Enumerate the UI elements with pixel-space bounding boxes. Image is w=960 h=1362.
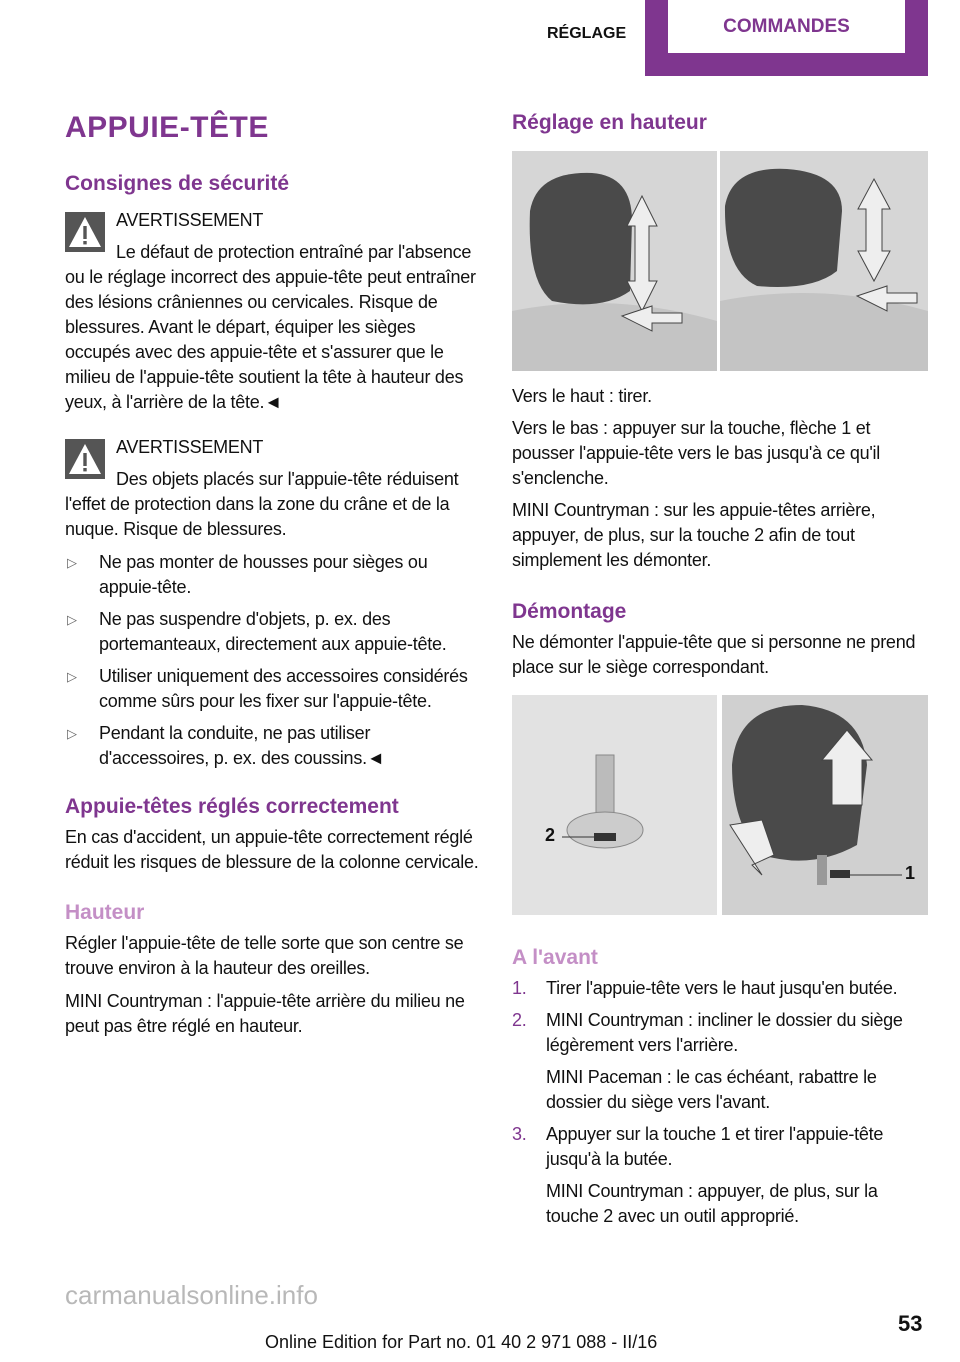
headrest-removal-illustration [512,695,928,915]
list-item [65,550,481,600]
safety-heading: Consignes de sécurité [65,172,290,195]
page-number: 53 [898,1311,923,1336]
adjust-text-3: MINI Countryman : sur les appuie-têtes arrière, appuyer, de plus, sur la touche 2 afin de tout simplement les démonter. [512,500,876,570]
warning-text: Des objets placés sur l'appuie-tête réduisent l'effet de protection dans la zone du crâne et de la nuque. Risque de blessures. [65,469,459,539]
list-item [512,1122,928,1172]
step-number: 3. [512,1124,527,1144]
header-section: RÉGLAGE [547,25,627,42]
callout-1: 1 [905,863,916,883]
step-note: MINI Countryman : appuyer, de plus, sur la touche 2 avec un outil approprié. [546,1181,878,1226]
step-text: MINI Countryman : incliner le dossier du siège légèrement vers l'arrière. [546,1010,903,1055]
warning-triangle-icon [65,212,105,252]
list-item [65,721,481,771]
triangle-bullet-icon: ▷ [67,726,77,741]
correct-heading: Appuie-têtes réglés correctement [65,795,399,818]
headrest-height-illustration [512,151,928,371]
height-text-1: Régler l'appuie-tête de telle sorte que son centre se trouve environ à la hauteur des oreilles. [65,933,464,978]
height-text-2: MINI Countryman : l'appuie-tête arrière du milieu ne peut pas être réglé en hauteur. [65,991,465,1036]
list-item [512,1008,928,1058]
warning-text: Le défaut de protection entraîné par l'absence ou le réglage incorrect des appuie-tête peut entraîner des lésions crâniennes ou cervicales. Risque de blessures. Avant le départ, équiper les sièges occupés avec des appuie-tête et s'assurer que le milieu de l'appuie-tête soutient la tête à hauteur des yeux, à l'arrière de la tête.◄ [65,242,476,412]
footer-edition: Online Edition for Part no. 01 40 2 971 088 - II/16 [265,1332,658,1352]
watermark: carmanualsonline.info [65,1280,318,1310]
correct-text: En cas d'accident, un appuie-tête correctement réglé réduit les risques de blessure de la colonne cervicale. [65,827,479,872]
triangle-bullet-icon: ▷ [67,555,77,570]
triangle-bullet-icon: ▷ [67,612,77,627]
list-item-text: Ne pas monter de housses pour sièges ou appuie-tête. [99,552,428,597]
list-item-note [512,1179,928,1229]
step-number: 1. [512,978,527,998]
step-text: Tirer l'appuie-tête vers le haut jusqu'en butée. [546,978,898,998]
warning-label: AVERTISSEMENT [116,210,264,230]
warning-label: AVERTISSEMENT [116,437,264,457]
steps-list [512,976,928,1229]
list-item-text: Utiliser uniquement des accessoires considérés comme sûrs pour les fixer sur l'appuie-tête. [99,666,468,711]
warning-triangle-icon [65,439,105,479]
step-note: MINI Paceman : le cas échéant, rabattre le dossier du siège vers l'avant. [546,1067,877,1112]
left-column [65,110,481,1039]
warning-1 [65,208,481,415]
removal-heading: Démontage [512,600,627,623]
right-column [512,109,928,1229]
list-item [65,607,481,657]
chapter-tab [645,0,928,76]
callout-2: 2 [545,825,556,845]
adjust-heading: Réglage en hauteur [512,111,707,134]
triangle-bullet-icon: ▷ [67,669,77,684]
list-item-note [512,1065,928,1115]
list-item-text: Ne pas suspendre d'objets, p. ex. des portemanteaux, directement aux appuie-tête. [99,609,447,654]
step-text: Appuyer sur la touche 1 et tirer l'appuie-tête jusqu'à la butée. [546,1124,884,1169]
adjust-text-1: Vers le haut : tirer. [512,386,652,406]
height-heading: Hauteur [65,901,145,924]
list-item [65,664,481,714]
adjust-text-2: Vers le bas : appuyer sur la touche, flèche 1 et pousser l'appuie-tête vers le bas jusqu'à ce qu'il s'enclenche. [512,418,881,488]
chapter-tab-label: COMMANDES [668,0,905,53]
warning-2 [65,435,481,542]
bullet-list [65,550,481,771]
step-number: 2. [512,1010,527,1030]
list-item-text: Pendant la conduite, ne pas utiliser d'accessoires, p. ex. des coussins.◄ [99,723,385,768]
front-heading: A l'avant [512,946,598,969]
removal-text: Ne démonter l'appuie-tête que si personne ne prend place sur le siège correspondant. [512,632,916,677]
page-title: APPUIE-TÊTE [65,111,269,144]
list-item [512,976,928,1001]
